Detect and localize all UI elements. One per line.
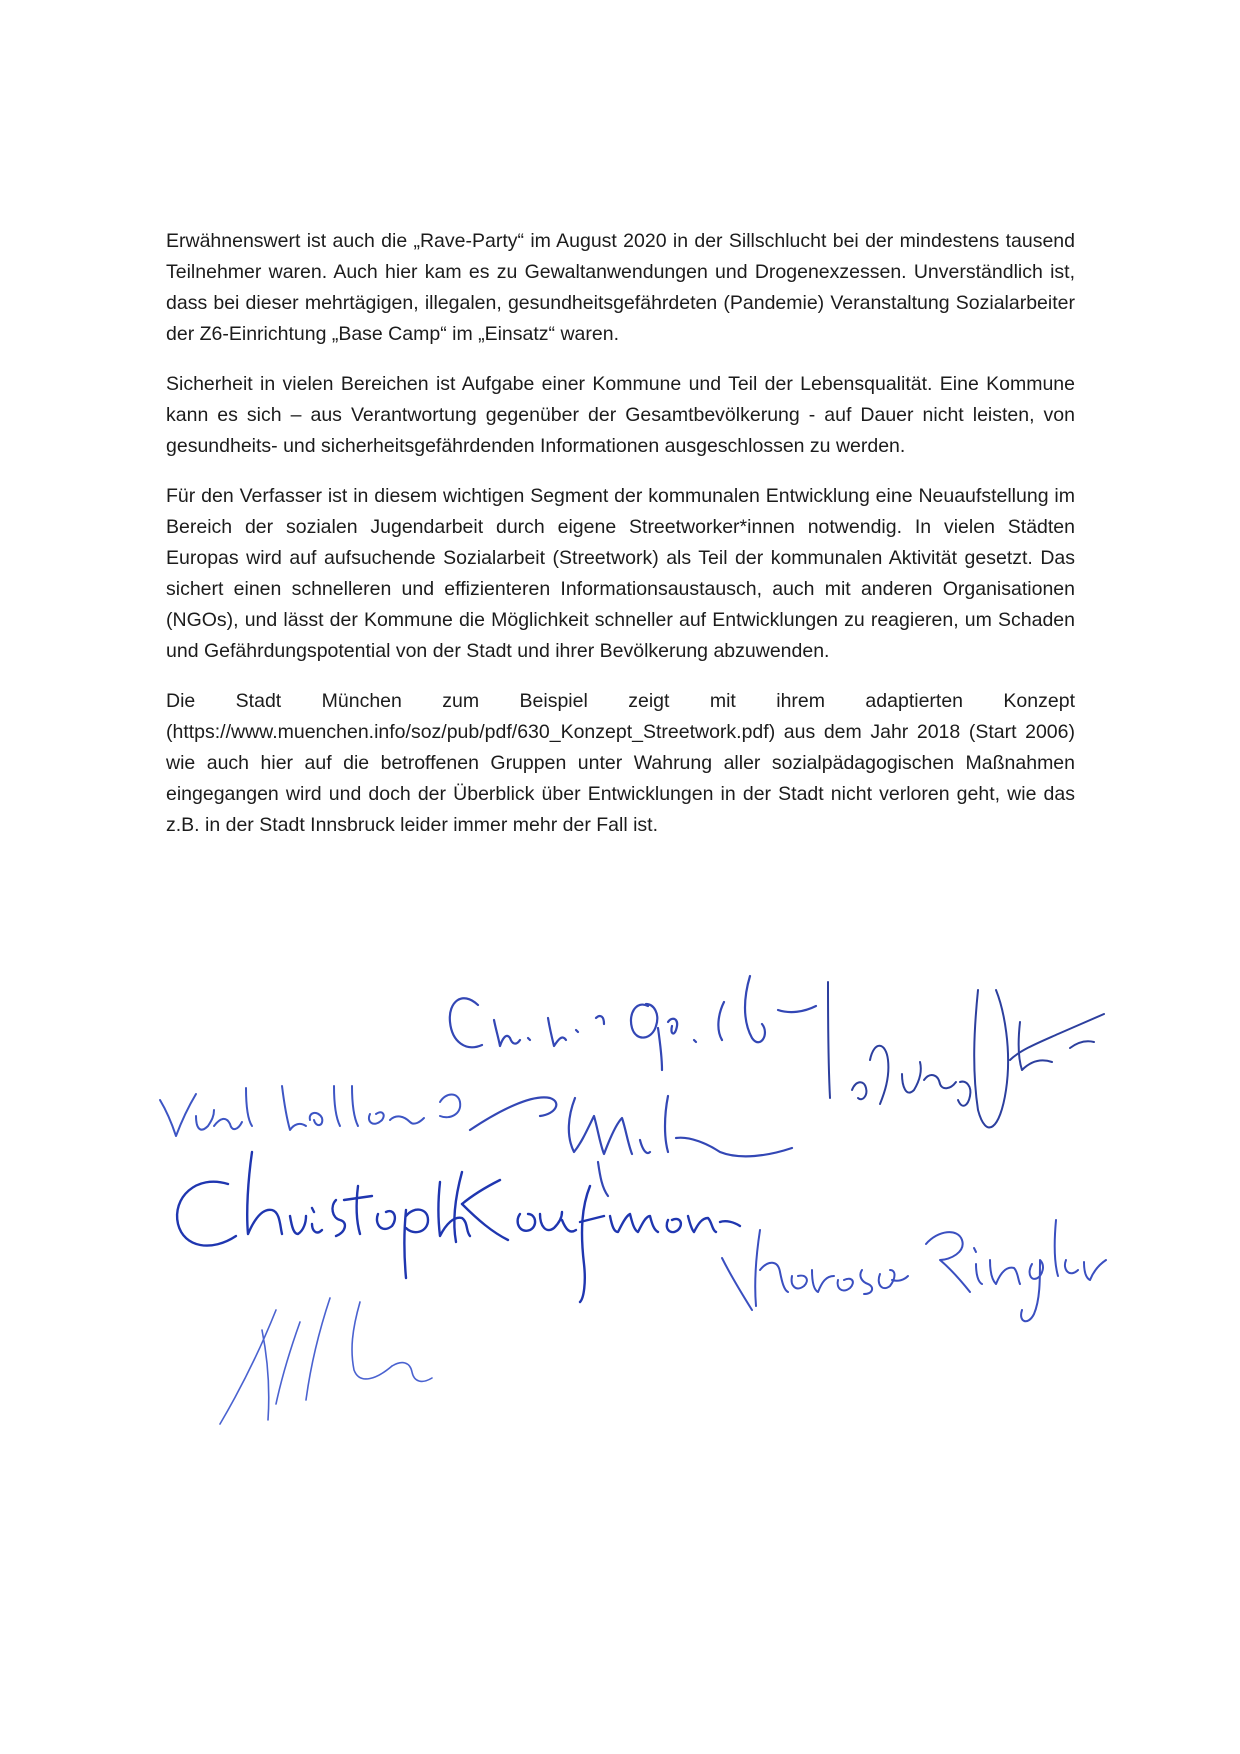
signature-theresa-ringler	[722, 1220, 1106, 1321]
signature-4	[828, 982, 1104, 1127]
document-body	[166, 226, 1075, 860]
signature-3	[470, 1096, 792, 1196]
signature-christoph-kaufmann	[177, 1152, 508, 1278]
signature-2	[160, 1086, 460, 1136]
signatures-drawing	[0, 930, 1240, 1450]
signature-block	[0, 930, 1240, 1450]
signature-1	[450, 976, 816, 1070]
signature-christoph-kaufmann-2	[518, 1186, 740, 1302]
signature-5	[220, 1298, 432, 1424]
paragraph-muenchen: Die Stadt München zum Beispiel zeigt mit ihrem adaptierten Konzept (https://www.muenchen.info/soz/pub/pdf/630_Konzept_Streetwork.pdf) aus dem Jahr 2018 (Start 2006) wie auch hier auf die betroffenen Gruppen unter Wahrung aller sozialpädagogischen Maßnahmen eingegangen wird und doch der Überblick über Entwicklungen in der Stadt nicht verloren geht, wie das z.B. in der Stadt Innsbruck leider immer mehr der Fall ist.	[166, 690, 1075, 836]
paragraph-verfasser: Für den Verfasser ist in diesem wichtigen Segment der kommunalen Entwicklung eine Neuaufstellung im Bereich der sozialen Jugendarbeit durch eigene Streetworker*innen notwendig. In vielen Städten Europas wird auf aufsuchende Sozialarbeit (Streetwork) als Teil der kommunalen Aktivität gesetzt. Das sichert einen schnelleren und effizienteren Informationsaustausch, auch mit anderen Organisationen (NGOs), und lässt der Kommune die Möglichkeit schneller auf Entwicklungen zu reagieren, um Schaden und Gefährdungspotential von der Stadt und ihrer Bevölkerung abzuwenden.	[166, 485, 1075, 662]
paragraph-rave-party: Erwähnenswert ist auch die „Rave-Party“ im August 2020 in der Sillschlucht bei der mindestens tausend Teilnehmer waren. Auch hier kam es zu Gewaltanwendungen und Drogenexzessen. Unverständlich ist, dass bei dieser mehrtägigen, illegalen, gesundheitsgefährdeten (Pandemie) Veranstaltung Sozialarbeiter der Z6-Einrichtung „Base Camp“ im „Einsatz“ waren.	[166, 230, 1075, 345]
paragraph-sicherheit: Sicherheit in vielen Bereichen ist Aufgabe einer Kommune und Teil der Lebensqualität. Eine Kommune kann es sich – aus Verantwortung gegenüber der Gesamtbevölkerung - auf Dauer nicht leisten, von gesundheits- und sicherheitsgefährdenden Informationen ausgeschlossen zu werden.	[166, 373, 1075, 457]
